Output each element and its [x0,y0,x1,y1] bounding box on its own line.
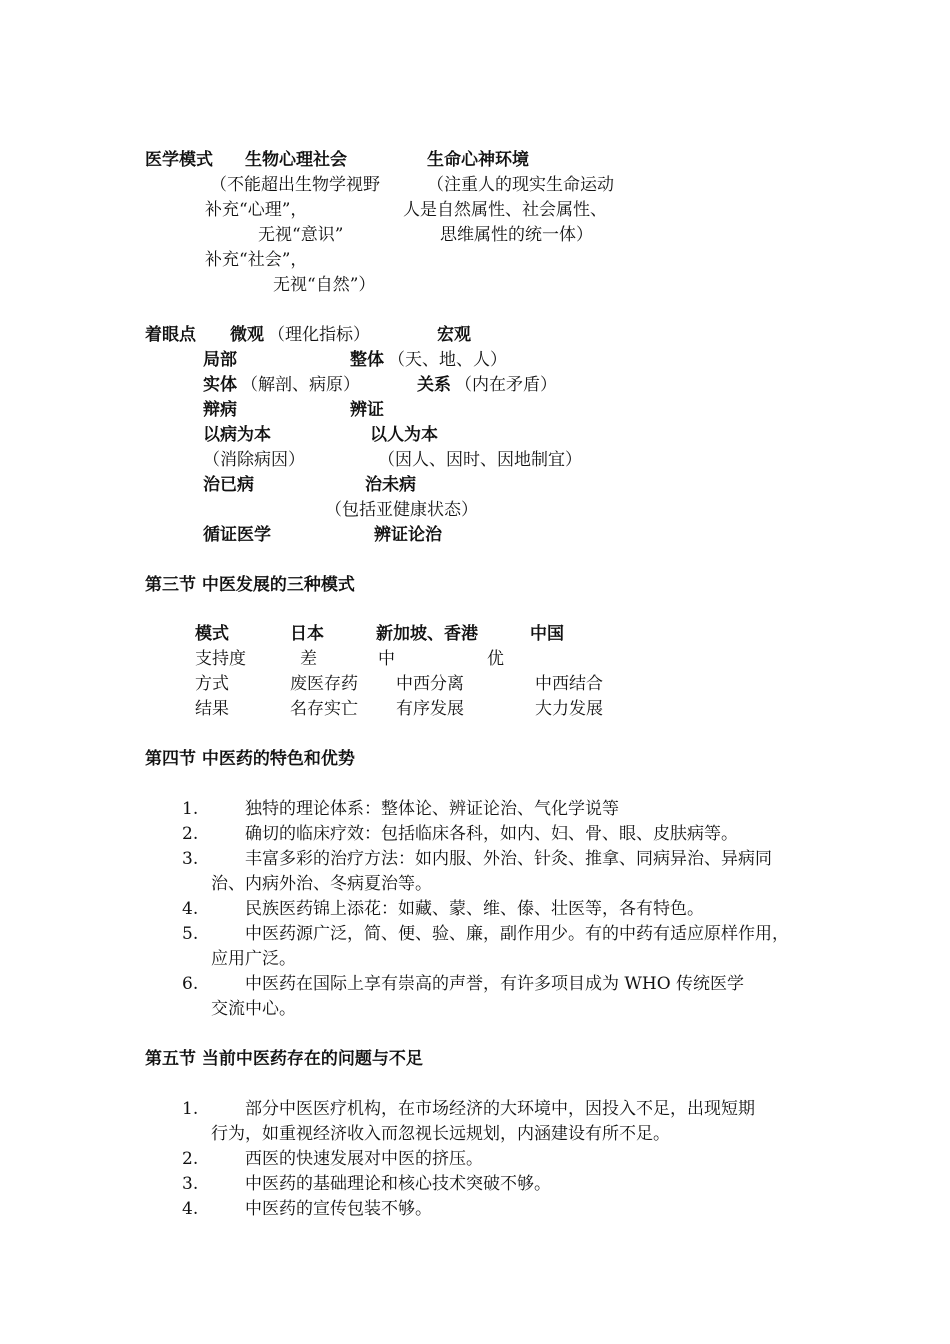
table-cell: 名存实亡 [290,699,358,719]
list-item-number: 3. [182,849,199,869]
list-item-number: 1. [182,799,199,819]
table-cell: 废医存药 [290,674,358,694]
list-item-text: 中医药源广泛，简、便、验、廉，副作用少。有的中药有适应原样作用， [245,924,789,944]
table-cell: 有序发展 [396,699,464,719]
focus-item: 循证医学 [203,525,271,545]
list-item-text: 部分中医医疗机构，在市场经济的大环境中，因投入不足，出现短期 [245,1099,755,1119]
list-item-text: 民族医药锦上添花：如藏、蒙、维、傣、壮医等，各有特色。 [245,899,704,919]
focus-item: 关系 [417,375,451,395]
list-item-number: 4. [182,899,199,919]
model-left-title: 生物心理社会 [245,150,347,170]
list-item-text: 独特的理论体系：整体论、辨证论治、气化学说等 [245,799,619,819]
table-cell: 大力发展 [535,699,603,719]
model-left-line: 无视“意识” [258,225,344,245]
focus-item: 微观 [230,325,264,345]
model-right-title: 生命心神环境 [427,150,529,170]
model-left-line: （不能超出生物学视野 [210,175,380,195]
list-item-text: 丰富多彩的治疗方法：如内服、外治、针灸、推拿、同病异治、异病同 [245,849,772,869]
list-item-text: 西医的快速发展对中医的挤压。 [245,1149,483,1169]
list-item-text-cont: 治、内病外治、冬病夏治等。 [211,874,432,894]
focus-note: （内在矛盾） [455,375,557,395]
table-header-cell: 中国 [530,624,564,644]
list-item-text: 中医药在国际上享有崇高的声誉，有许多项目成为 WHO 传统医学 [245,974,745,994]
table-cell: 中 [378,649,395,669]
list-item-number: 2. [182,1149,199,1169]
model-left-line: 无视“自然”） [273,275,376,295]
focus-note: （理化指标） [268,325,370,345]
table-cell: 优 [487,649,504,669]
table-header-cell: 日本 [290,624,324,644]
focus-note: （解剖、病原） [241,375,360,395]
focus-item: 辨证论治 [374,525,442,545]
list-item-number: 1. [182,1099,199,1119]
focus-note: （消除病因） [203,450,305,470]
table-cell: 结果 [195,699,229,719]
list-item-text: 确切的临床疗效：包括临床各科，如内、妇、骨、眼、皮肤病等。 [245,824,738,844]
focus-item: 宏观 [437,325,471,345]
focus-item: 以人为本 [370,425,438,445]
list-item-text: 中医药的宣传包装不够。 [245,1199,432,1219]
focus-item: 实体 [203,375,237,395]
table-cell: 差 [300,649,317,669]
list-item-number: 3. [182,1174,199,1194]
focus-item: 辩病 [203,400,237,420]
focus-note: （因人、因时、因地制宜） [378,450,582,470]
table-header-cell: 模式 [195,624,229,644]
model-left-line: 补充“社会”， [205,250,308,270]
list-item-text-cont: 交流中心。 [211,999,296,1019]
list-item-number: 5. [182,924,199,944]
model-left-line: 补充“心理”， [205,200,308,220]
list-item-number: 6. [182,974,199,994]
table-cell: 中西分离 [396,674,464,694]
table-header-cell: 新加坡、香港 [376,624,478,644]
focus-item: 治已病 [203,475,254,495]
focus-item: 治未病 [365,475,416,495]
model-right-line: （注重人的现实生命运动 [427,175,614,195]
focus-note: （天、地、人） [388,350,507,370]
focus-note: （包括亚健康状态） [325,500,478,520]
model-label: 医学模式 [145,150,213,170]
list-item-text-cont: 应用广泛。 [211,949,296,969]
section5-title: 第五节 当前中医药存在的问题与不足 [145,1049,423,1069]
list-item-number: 4. [182,1199,199,1219]
model-right-line: 人是自然属性、社会属性、 [403,200,607,220]
focus-item: 整体 [350,350,384,370]
table-cell: 支持度 [195,649,246,669]
focus-item: 辨证 [350,400,384,420]
focus-label: 着眼点 [145,325,196,345]
list-item-text: 中医药的基础理论和核心技术突破不够。 [245,1174,551,1194]
table-cell: 方式 [195,674,229,694]
model-right-line: 思维属性的统一体） [440,225,593,245]
section3-title: 第三节 中医发展的三种模式 [145,575,355,595]
table-cell: 中西结合 [535,674,603,694]
focus-item: 以病为本 [203,425,271,445]
section4-title: 第四节 中医药的特色和优势 [145,749,355,769]
list-item-number: 2. [182,824,199,844]
focus-item: 局部 [203,350,237,370]
list-item-text-cont: 行为，如重视经济收入而忽视长远规划，内涵建设有所不足。 [211,1124,670,1144]
